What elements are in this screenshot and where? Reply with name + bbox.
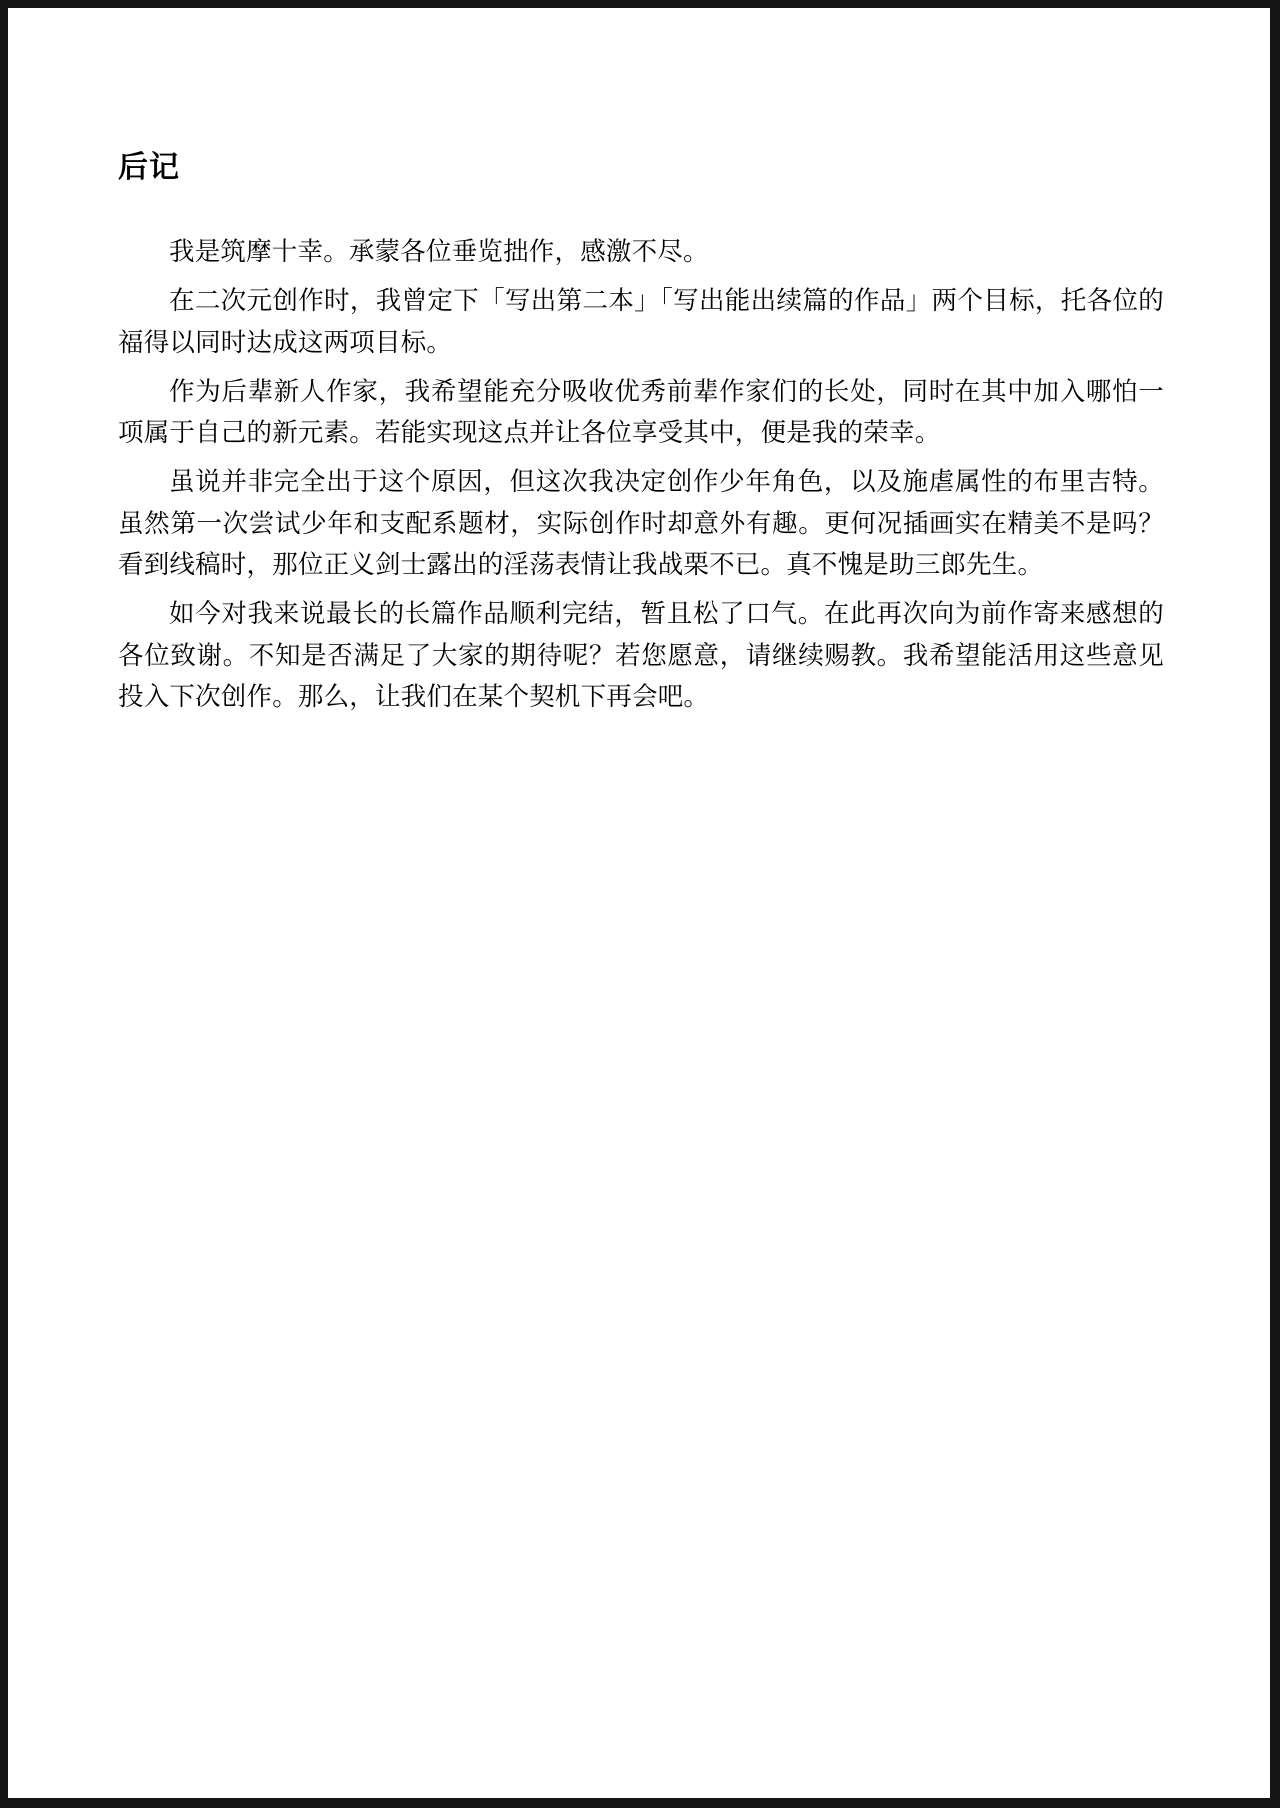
afterword-body [118, 232, 1164, 718]
page-content [118, 150, 1164, 718]
paragraph: 在二次元创作时，我曾定下「写出第二本」「写出能出续篇的作品」两个目标，托各位的福得以同时达成这两项目标。 [118, 287, 1164, 357]
paragraph: 作为后辈新人作家，我希望能充分吸收优秀前辈作家们的长处，同时在其中加入哪怕一项属于自己的新元素。若能实现这点并让各位享受其中，便是我的荣幸。 [118, 377, 1164, 448]
page-title: 后记 [118, 151, 180, 184]
paragraph: 虽说并非完全出于这个原因，但这次我决定创作少年角色，以及施虐属性的布里吉特。虽然第一次尝试少年和支配系题材，实际创作时却意外有趣。更何况插画实在精美不是吗？看到线稿时，那位正义剑士露出的淫荡表情让我战栗不已。真不愧是助三郎先生。 [118, 468, 1164, 580]
paragraph: 如今对我来说最长的长篇作品顺利完结，暂且松了口气。在此再次向为前作寄来感想的各位致谢。不知是否满足了大家的期待呢？若您愿意，请继续赐教。我希望能活用这些意见投入下次创作。那么，让我们在某个契机下再会吧。 [118, 600, 1164, 711]
paragraph: 我是筑摩十幸。承蒙各位垂览拙作，感激不尽。 [169, 238, 709, 266]
